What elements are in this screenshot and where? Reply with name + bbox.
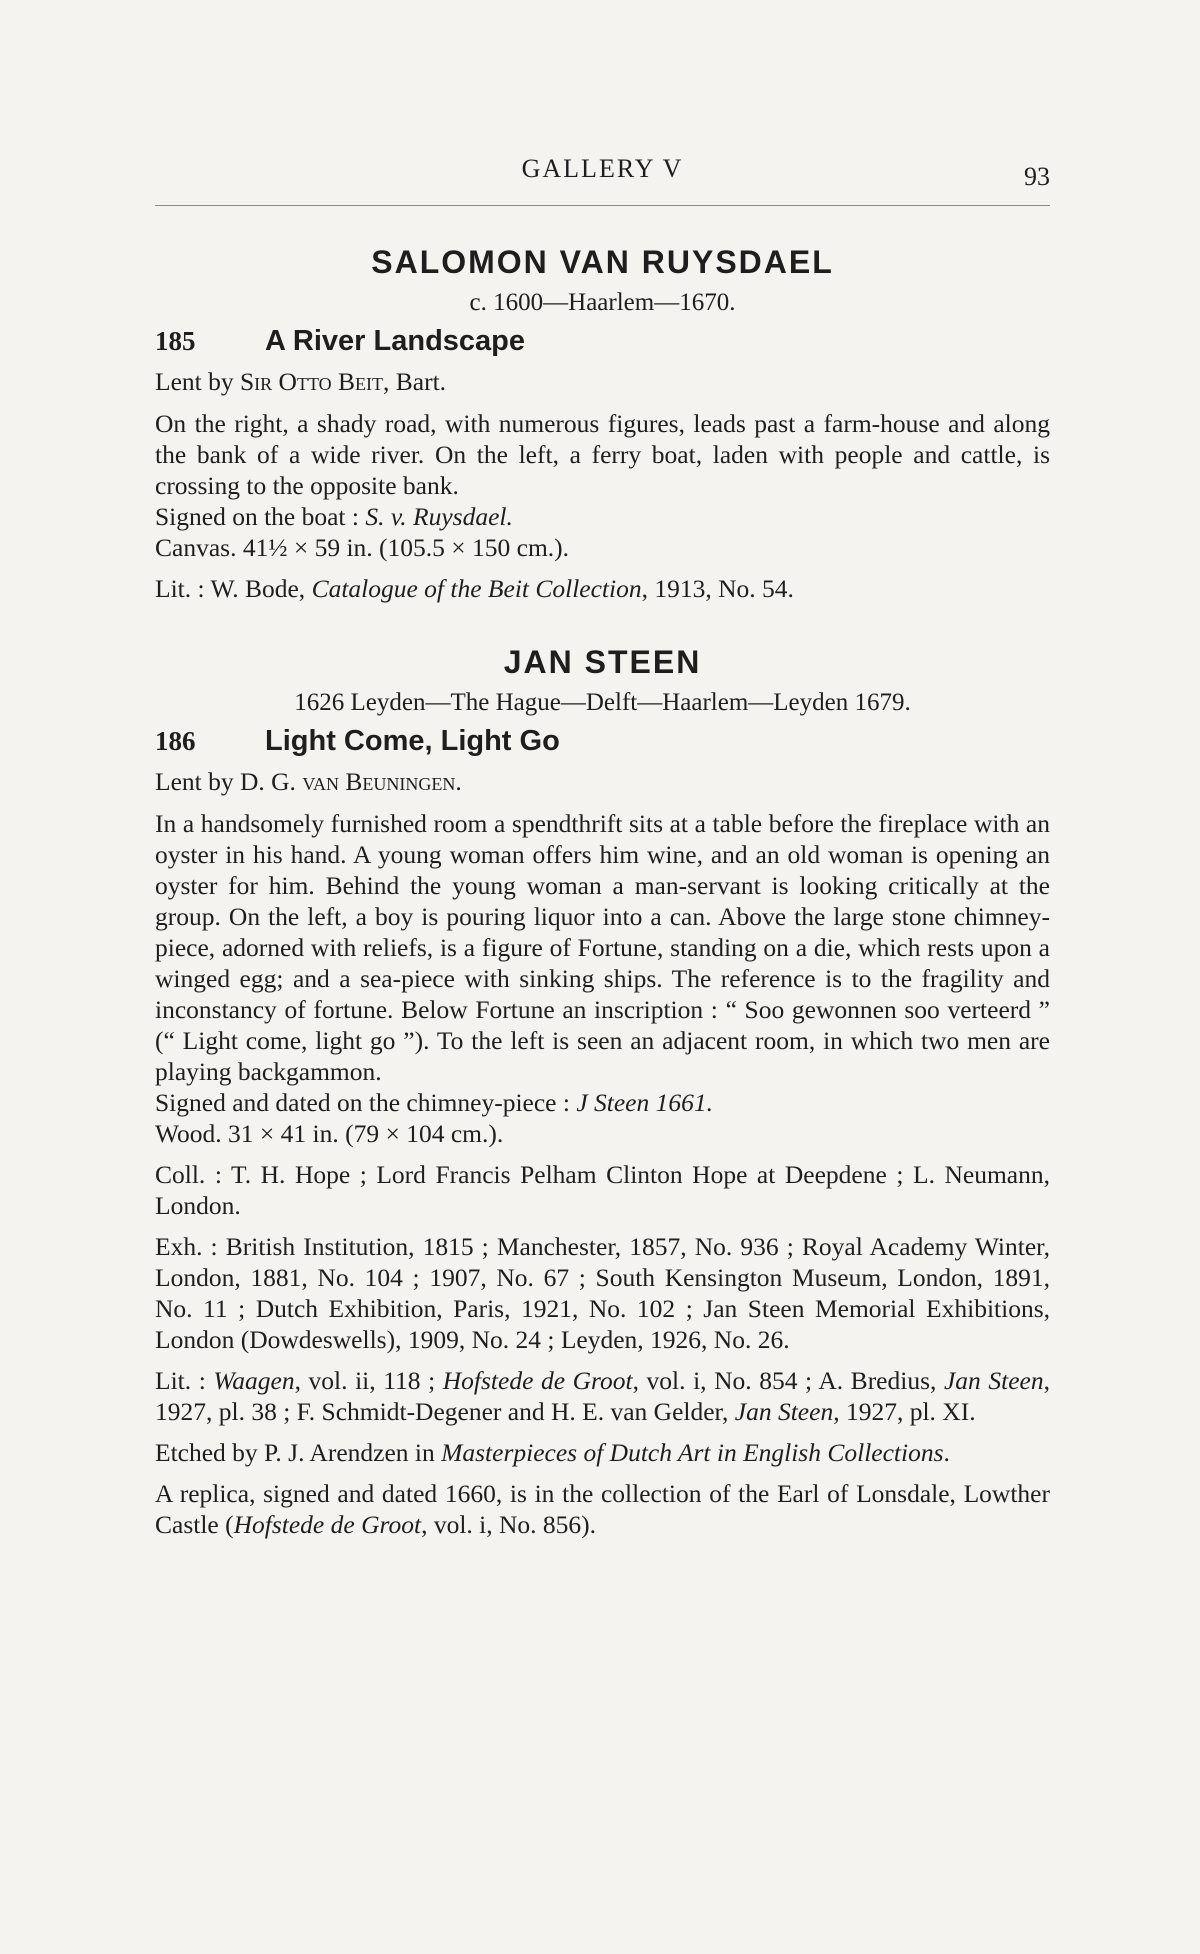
signature: J Steen 1661. — [576, 1088, 713, 1117]
etching-note: Etched by P. J. Arendzen in Masterpieces of Dutch Art in English Collections. — [155, 1438, 950, 1467]
lender-name: van Beuningen — [302, 767, 456, 796]
entry-description: In a handsomely furnished room a spendthrift sits at a table before the fireplace with an oyster in his hand. A young woman offers him wine, and an old woman is opening an oyster for him. Behind the young woman a man-servant is looking critically at the group. On the left, a boy is pouring liquor into a can. Above the large stone chimney-piece, adorned with reliefs, is a figure of Fortune, standing on a die, which rests upon a winged egg; and a sea-piece with sinking ships. The reference is to the fragility and inconstancy of fortune. Below Fortune an inscription : “ Soo gewonnen soo verteerd ” (“ Light come, light go ”). To the left is seen an adjacent room, in which two men are playing backgammon. — [155, 809, 1050, 1086]
lender-name: Sir Otto Beit — [239, 367, 383, 396]
signature-line: Signed on the boat : S. v. Ruysdael. — [155, 502, 513, 531]
page-number: 93 — [1024, 162, 1050, 191]
collections: Coll. : T. H. Hope ; Lord Francis Pelham Clinton Hope at Deepdene ; L. Neumann, London. — [155, 1160, 1050, 1220]
header-rule — [155, 205, 1050, 206]
medium-dimensions: Canvas. 41½ × 59 in. (105.5 × 150 cm.). — [155, 533, 570, 562]
artist-dates: c. 1600—Haarlem—1670. — [469, 289, 736, 316]
entry-description: On the right, a shady road, with numerous figures, leads past a farm-house and along the bank of a wide river. On the left, a ferry boat, laden with people and cattle, is crossing to the opposite bank. — [155, 409, 1050, 500]
exhibitions: Exh. : British Institution, 1815 ; Manchester, 1857, No. 936 ; Royal Academy Winter, London, 1881, No. 104 ; 1907, No. 67 ; South Kensington Museum, London, 1891, No. 11 ; Dutch Exhibition, Paris, 1921, No. 102 ; Jan Steen Memorial Exhibitions, London (Dowdeswells), 1909, No. 24 ; Leyden, 1926, No. 26. — [155, 1232, 1050, 1354]
artist-dates: 1626 Leyden—The Hague—Delft—Haarlem—Leyden 1679. — [294, 689, 911, 716]
catalogue-section-ruysdael — [155, 238, 1050, 604]
entry-number: 185 — [155, 326, 196, 356]
entry-heading — [155, 320, 1050, 362]
replica-note: A replica, signed and dated 1660, is in the collection of the Earl of Lonsdale, Lowther Castle (Hofstede de Groot, vol. i, No. 856). — [155, 1479, 1050, 1539]
entry-heading — [155, 720, 1050, 762]
literature: Lit. : Waagen, vol. ii, 118 ; Hofstede de Groot, vol. i, No. 854 ; A. Bredius, Jan Steen, 1927, pl. 38 ; F. Schmidt-Degener and H. E. van Gelder, Jan Steen, 1927, pl. XI. — [155, 1366, 1050, 1426]
page-header — [155, 154, 1050, 194]
catalogue-section-steen — [155, 638, 1050, 1540]
lender-line: Lent by D. G. van Beuningen. — [155, 767, 462, 796]
medium-dimensions: Wood. 31 × 41 in. (79 × 104 cm.). — [155, 1119, 504, 1148]
entry-number: 186 — [155, 726, 196, 756]
artist-name: JAN STEEN — [503, 644, 702, 680]
entry-title: Light Come, Light Go — [265, 725, 560, 757]
signature: S. v. Ruysdael. — [365, 502, 513, 531]
entry-title: A River Landscape — [265, 325, 526, 357]
signature-line: Signed and dated on the chimney-piece : J Steen 1661. — [155, 1088, 713, 1117]
artist-name: SALOMON VAN RUYSDAEL — [371, 244, 834, 280]
catalogue-content — [155, 238, 1050, 1540]
literature: Lit. : W. Bode, Catalogue of the Beit Collection, 1913, No. 54. — [155, 574, 794, 603]
lender-line: Lent by Sir Otto Beit, Bart. — [155, 367, 447, 396]
running-head: GALLERY V — [521, 154, 684, 183]
